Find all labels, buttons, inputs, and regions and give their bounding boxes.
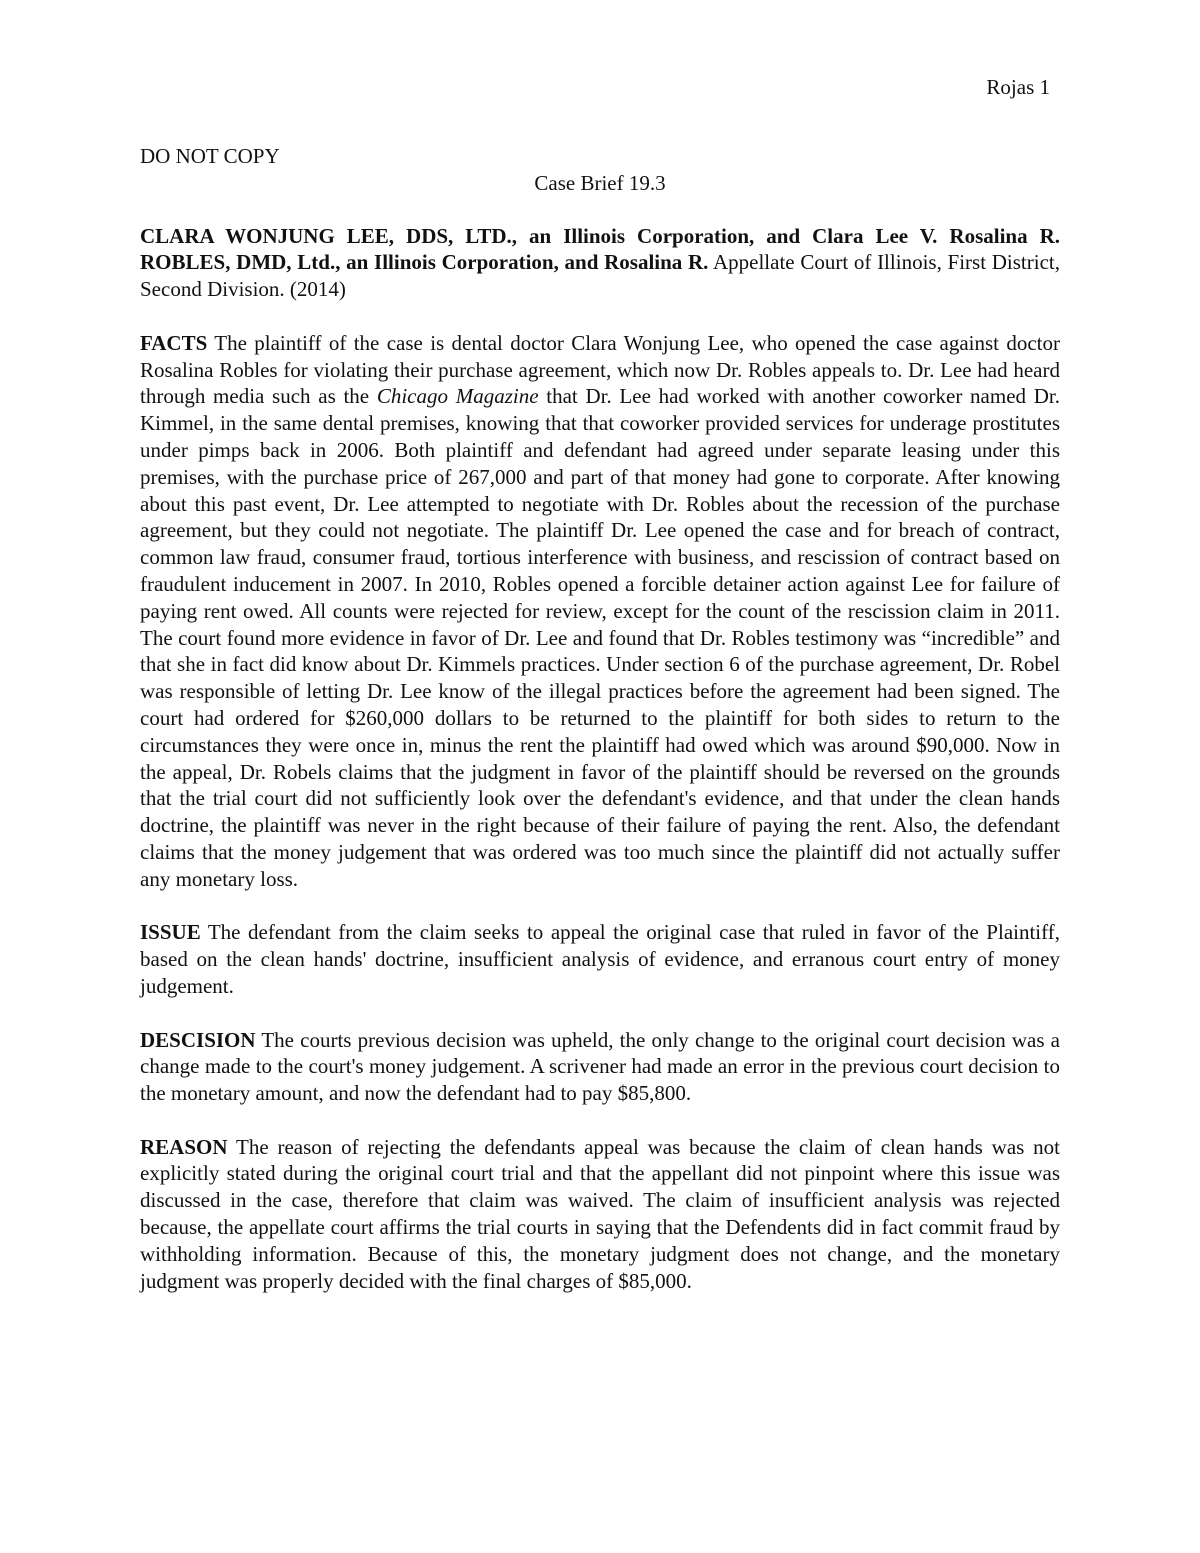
reason-heading: REASON — [140, 1134, 228, 1159]
facts-heading: FACTS — [140, 330, 208, 355]
issue-heading: ISSUE — [140, 920, 201, 945]
decision-text: The courts previous decision was upheld, the only change to the original court decision was a change made to the court's money judgement. A scrivener had made an error in the previous court decision to the monetary amount, and now the defendant had to pay $85,800. — [140, 1027, 1060, 1106]
facts-text-part-2: that Dr. Lee had worked with another coworker named Dr. Kimmel, in the same dental premises, knowing that that coworker provided services for underage prostitutes under pimps back in 2006. Both plaintiff and defendant had agreed under separate leasing under this premises, with the purchase price of 267,000 and part of that money had gone to corporate. After knowing about this past event, Dr. Lee attempted to negotiate with Dr. Robles about the recession of the purchase agreement, but they could not negotiate. The plaintiff Dr. Lee opened the case and for breach of contract, common law fraud, consumer fraud, tortious interference with business, and rescission of contract based on fraudulent inducement in 2007. In 2010, Robles opened a forcible detainer action against Lee for failure of paying rent owed. All counts were rejected for review, except for the count of the rescission claim in 2011. The court found more evidence in favor of Dr. Lee and found that Dr. Robles testimony was “incredible” and that she in fact did know about Dr. Kimmels practices. Under section 6 of the purchase agreement, Dr. Robel was responsible of letting Dr. Lee know of the illegal practices before the agreement had been signed. The court had ordered for $260,000 dollars to be returned to the plaintiff for both sides to return to the circumstances they were once in, minus the rent the plaintiff had owed which was around $90,000. Now in the appeal, Dr. Robels claims that the judgment in favor of the plaintiff should be reversed on the grounds that the trial court did not sufficiently look over the defendant's evidence, and that under the clean hands doctrine, the plaintiff was never in the right because of their failure of paying the rent. Also, the defendant claims that the money judgement that was ordered was too much since the plaintiff did not actually suffer any monetary loss. — [140, 384, 1060, 891]
facts-text-part-1: The plaintiff of the case is dental doctor Clara Wonjung Lee, who opened the case against doctor Rosalina Robles for violating their purchase agreement, which now Dr. Robles appeals to. Dr. Lee had heard through media such as the — [140, 330, 1060, 409]
issue-text: The defendant from the claim seeks to appeal the original case that ruled in favor of the Plaintiff, based on the clean hands' doctrine, insufficient analysis of evidence, and erranous court entry of money judgement. — [140, 920, 1060, 998]
decision-heading: DESCISION — [140, 1027, 256, 1052]
page-number-header: Rojas 1 — [986, 75, 1050, 99]
document-body — [140, 143, 1060, 1294]
case-parties: CLARA WONJUNG LEE, DDS, LTD., an Illinois Corporation, and Clara Lee V. Rosalina R. ROBLES, DMD, Ltd., an Illinois Corporation, and Rosalina R. — [140, 223, 1060, 275]
do-not-copy-notice: DO NOT COPY — [140, 144, 280, 168]
reason-text: The reason of rejecting the defendants appeal was because the claim of clean hands was not explicitly stated during the original court trial and that the appellant did not pinpoint where this issue was discussed in the case, therefore that claim was waived. The claim of insufficient analysis was rejected because, the appellate court affirms the trial courts in saying that the Defendents did in fact commit fraud by withholding information. Because of this, the monetary judgment does not change, and the monetary judgment was properly decided with the final charges of $85,000. — [140, 1134, 1060, 1293]
case-caption — [140, 223, 1060, 303]
court-info: Appellate Court of Illinois, First District, Second Division. (2014) — [140, 250, 1060, 302]
issue-section — [140, 919, 1060, 999]
document-title: Case Brief 19.3 — [534, 170, 666, 195]
publication-name: Chicago Magazine — [376, 384, 539, 409]
facts-section — [140, 330, 1060, 893]
decision-section — [140, 1027, 1060, 1107]
reason-section — [140, 1134, 1060, 1295]
